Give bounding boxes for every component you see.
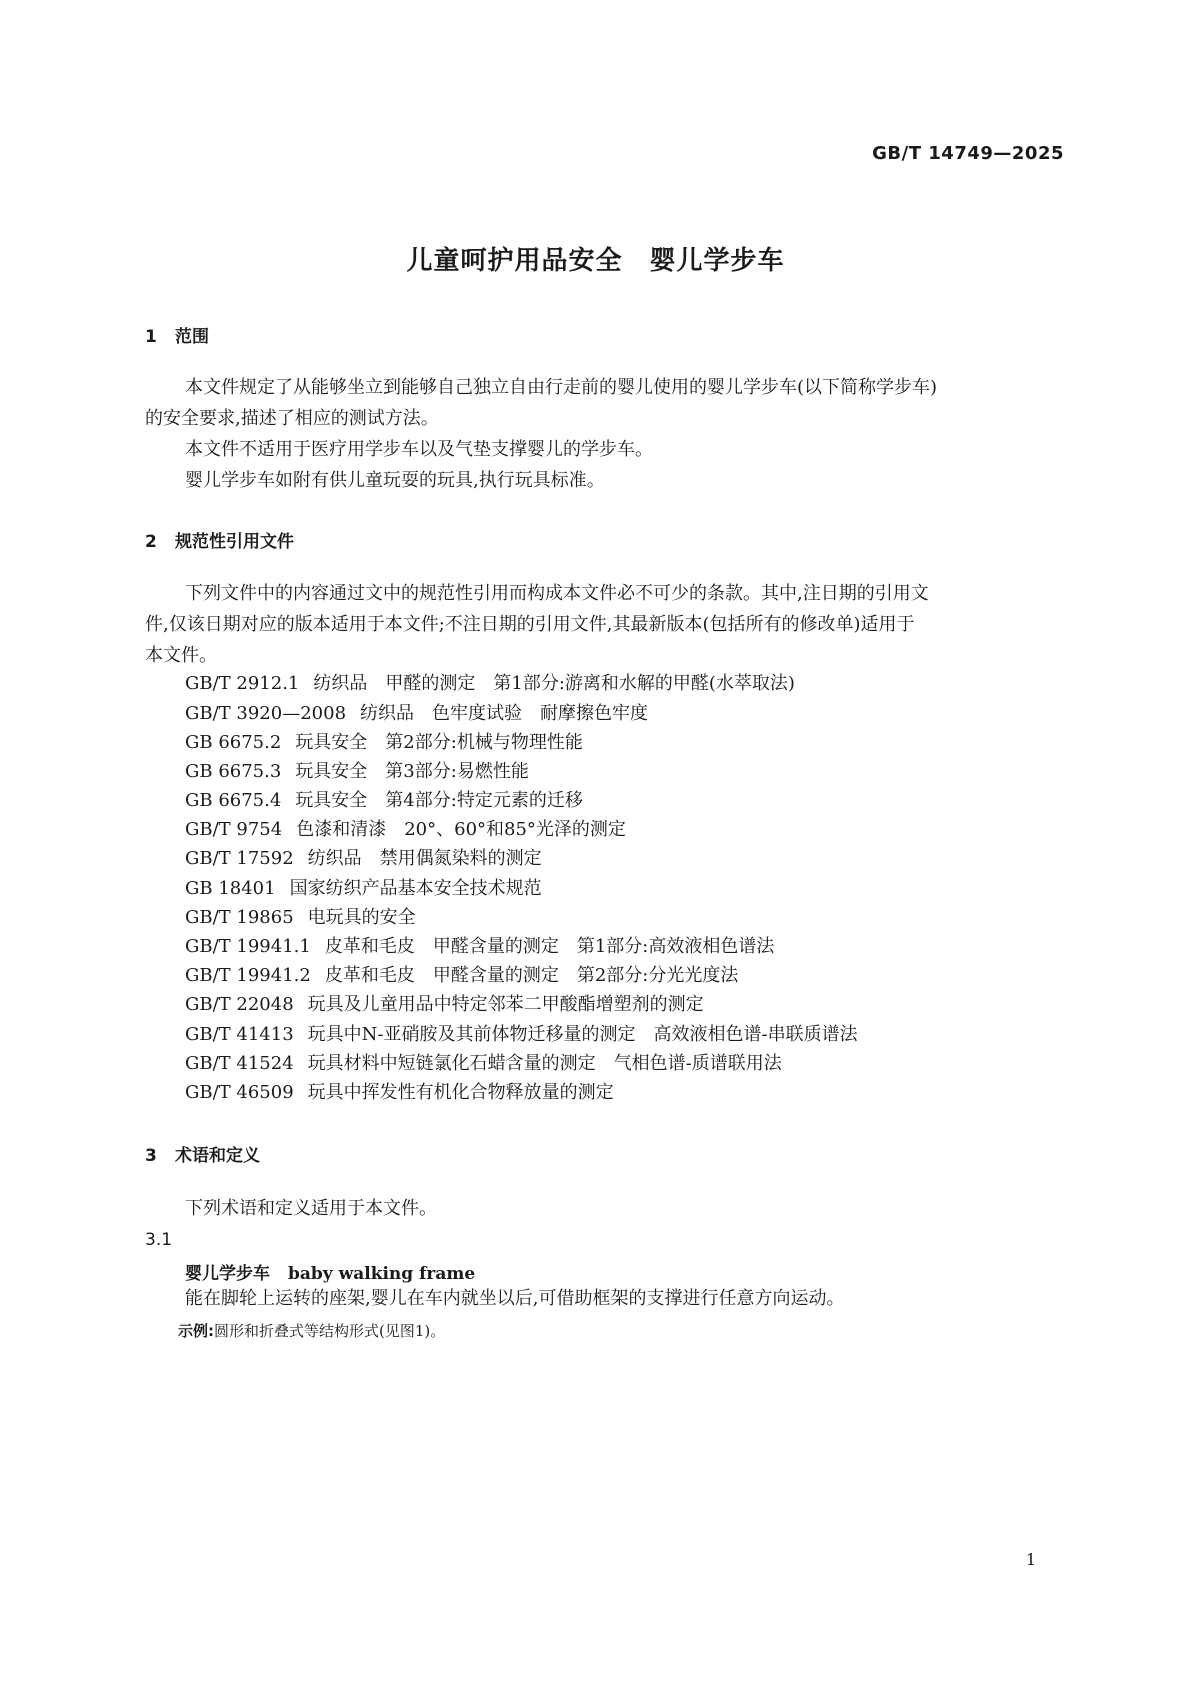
reference-item: GB/T 46509 玩具中挥发性有机化合物释放量的测定 <box>185 1082 614 1103</box>
section-title: 术语和定义 <box>175 1146 260 1166</box>
section-number: 3 <box>145 1146 157 1166</box>
reference-item: GB 6675.3 玩具安全 第3部分:易燃性能 <box>185 761 529 782</box>
reference-item: GB/T 41524 玩具材料中短链氯化石蜡含量的测定 气相色谱-质谱联用法 <box>185 1053 782 1074</box>
reference-item: GB/T 3920—2008 纺织品 色牢度试验 耐摩擦色牢度 <box>185 703 649 724</box>
reference-item: GB 6675.2 玩具安全 第2部分:机械与物理性能 <box>185 732 583 753</box>
scope-paragraph-1: 本文件规定了从能够坐立到能够自己独立自由行走前的婴儿使用的婴儿学步车(以下简称学步车) 的安全要求,描述了相应的测试方法。 <box>145 377 938 429</box>
section-number: 1 <box>145 327 157 347</box>
reference-item: GB/T 41413 玩具中N-亚硝胺及其前体物迁移量的测定 高效液相色谱-串联质谱法 <box>185 1024 858 1045</box>
definition-number: 3.1 <box>145 1230 173 1250</box>
reference-item: GB/T 19941.2 皮革和毛皮 甲醛含量的测定 第2部分:分光光度法 <box>185 965 739 986</box>
standard-number: GB/T 14749—2025 <box>872 143 1064 164</box>
term-definition: 能在脚轮上运转的座架,婴儿在车内就坐以后,可借助框架的支撑进行任意方向运动。 <box>185 1288 845 1309</box>
reference-item: GB 18401 国家纺织产品基本安全技术规范 <box>185 878 542 899</box>
document-title: 儿童呵护用品安全 婴儿学步车 <box>406 246 785 276</box>
section-title: 范围 <box>175 327 209 347</box>
normative-references-intro: 下列文件中的内容通过文中的规范性引用而构成本文件必不可少的条款。其中,注日期的引用文 件,仅该日期对应的版本适用于本文件;不注日期的引用文件,其最新版本(包括所有的修改单)适用于 本文件。 <box>145 583 929 666</box>
example-note <box>178 1320 445 1341</box>
reference-item: GB/T 19865 电玩具的安全 <box>185 907 416 928</box>
reference-item: GB/T 17592 纺织品 禁用偶氮染料的测定 <box>185 848 542 869</box>
section-2-heading <box>145 527 294 552</box>
example-label: 示例: <box>178 1322 214 1340</box>
reference-item: GB/T 9754 色漆和清漆 20°、60°和85°光泽的测定 <box>185 819 626 840</box>
reference-item: GB/T 22048 玩具及儿童用品中特定邻苯二甲酸酯增塑剂的测定 <box>185 994 704 1015</box>
term-entry <box>185 1259 475 1284</box>
section-title: 规范性引用文件 <box>175 532 294 552</box>
page-number: 1 <box>1025 1550 1036 1569</box>
scope-paragraph-2: 本文件不适用于医疗用学步车以及气垫支撑婴儿的学步车。 <box>185 439 653 460</box>
section-number: 2 <box>145 532 157 552</box>
term-en: baby walking frame <box>288 1264 476 1284</box>
example-text: 圆形和折叠式等结构形式(见图1)。 <box>214 1322 446 1340</box>
reference-item: GB 6675.4 玩具安全 第4部分:特定元素的迁移 <box>185 790 583 811</box>
section-3-heading <box>145 1141 260 1166</box>
section-1-heading <box>145 322 209 347</box>
scope-paragraph-3: 婴儿学步车如附有供儿童玩耍的玩具,执行玩具标准。 <box>185 470 605 491</box>
reference-item: GB/T 2912.1 纺织品 甲醛的测定 第1部分:游离和水解的甲醛(水萃取法) <box>185 673 795 694</box>
reference-item: GB/T 19941.1 皮革和毛皮 甲醛含量的测定 第1部分:高效液相色谱法 <box>185 936 775 957</box>
term-zh: 婴儿学步车 <box>185 1264 270 1284</box>
terms-intro: 下列术语和定义适用于本文件。 <box>185 1198 437 1219</box>
